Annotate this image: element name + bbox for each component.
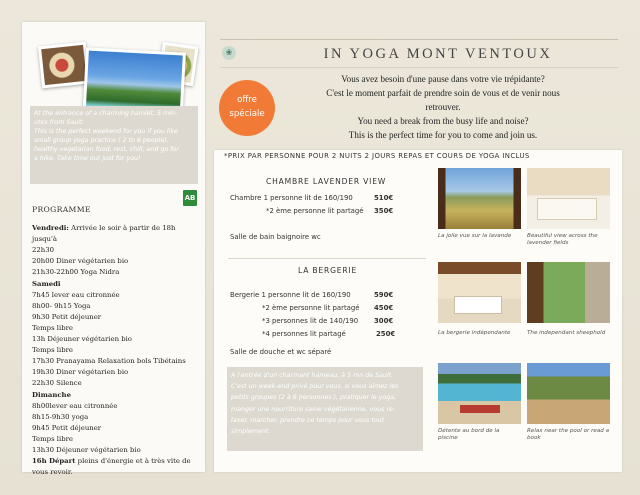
note-line: C'est un week-end privé pour vous, si vous aimez les (231, 383, 399, 391)
price-row-label: *2 ème personne lit partagé (266, 207, 364, 215)
photo-caption: La jolie vue sur la lavande (438, 233, 512, 239)
price-value: 450€ (374, 304, 394, 312)
lavender-room-title: CHAMBRE LAVENDER VIEW (266, 177, 387, 186)
intro-line: C'est le moment parfait de prendre soin de vous et de venir nous (326, 88, 560, 98)
photo-caption: piscine (438, 435, 458, 441)
intro-line: Vous avez besoin d'une pause dans votre vie trépidante? (341, 74, 545, 84)
photo-pool (438, 363, 521, 424)
intro-line: utes from Sault. (34, 119, 85, 127)
note-line: simplement. (231, 428, 271, 436)
bathroom-info: Salle de douche et wc séparé (230, 348, 332, 356)
intro-line: retrouver. (425, 102, 461, 112)
note-line: A l'entrée d'un charmant hameau, à 5 mn de Sault. (231, 372, 394, 379)
intro-line: This is the perfect weekend for you if you like (34, 128, 178, 136)
photo-food-plate (38, 42, 90, 89)
programme-line: 8h00- 9h15 Yoga (32, 301, 91, 310)
intro-english (30, 106, 198, 184)
programme-line: vous revoir. (32, 468, 73, 477)
programme-line (32, 279, 202, 290)
photo-bergerie-bedroom (438, 262, 521, 323)
intro-line: small group yoga practice ( 2 to 6 people), (34, 137, 169, 145)
pricing-panel (214, 150, 622, 472)
intro-line: healthy vegetarian food, rest, chill, and go for (34, 146, 179, 154)
programme-line: 13h Déjeuner végétarien bio (32, 335, 132, 344)
note-line: laxer, marcher, prendre ce temps pour vous tout (231, 416, 385, 424)
photo-caption: Détente au bord de la (438, 428, 500, 434)
intro-line: At the entrance of a charming hamlet, 5 min- (34, 110, 178, 117)
programme-line: 22h30 (32, 246, 54, 255)
programme-line: 8h00lever eau citronnée (32, 401, 118, 410)
photo-lavender-view (438, 168, 521, 229)
programme-list (32, 223, 202, 478)
programme-line: Vendredi: Arrivée le soir à partir de 18h jusqu'à (32, 224, 176, 244)
right-column (214, 22, 622, 472)
programme-line (32, 390, 202, 401)
programme-line: 13h30 Déjeuner végétarien bio (32, 445, 141, 454)
price-row-label: *2 ème personne lit partagé (262, 304, 360, 312)
programme-line: 17h30 Pranayama Relaxation bols Tibétains (32, 357, 186, 366)
offer-label: spéciale (229, 109, 265, 119)
left-column (22, 22, 205, 477)
programme-line: 9h30 Petit déjeuner (32, 312, 102, 321)
programme-section (32, 204, 202, 478)
programme-line: Temps libre (32, 323, 73, 332)
photo-caption: book (527, 435, 541, 441)
bergerie-title: LA BERGERIE (298, 266, 358, 275)
programme-line: 22h30 Silence (32, 379, 82, 388)
programme-line: 16h Départ pleins d'énergie et à très vite de (32, 457, 191, 466)
price-row-label: Bergerie 1 personne lit de 160/190 (230, 291, 351, 299)
programme-line: 9h45 Petit déjeuner (32, 423, 102, 432)
price-value: 300€ (374, 317, 394, 325)
photo-caption: The independant sheephold (527, 330, 606, 336)
price-row-label: *3 personnes lit de 140/190 (262, 317, 359, 325)
programme-day: Samedi (32, 279, 61, 288)
programme-day: 16h Départ (32, 457, 76, 466)
programme-day: Dimanche (32, 390, 71, 399)
note-french (227, 367, 423, 451)
price-value: 510€ (374, 194, 394, 202)
programme-line: 21h30-22h00 Yoga Nidra (32, 268, 120, 277)
programme-line: Temps libre (32, 434, 73, 443)
price-row-label: Chambre 1 personne lit de 160/190 (230, 194, 353, 202)
intro-french (290, 72, 596, 142)
programme-line: 19h30 Diner végétarien bio (32, 368, 129, 377)
price-value: 350€ (374, 207, 394, 215)
pricing-title: *PRIX PAR PERSONNE POUR 2 NUITS 2 JOURS REPAS ET COURS DE YOGA INCLUS (224, 152, 530, 160)
photo-sheephold (527, 262, 610, 323)
programme-line: 20h00 Diner végétarien bio (32, 257, 129, 266)
photo-lavender-bedroom (527, 168, 610, 229)
photo-caption: lavender fields (527, 240, 569, 246)
photo-caption: Beautiful view across the (527, 233, 598, 239)
offer-label: offre (237, 95, 257, 105)
note-line: manger une nourriture saine végétarienne, vous re- (231, 405, 396, 413)
organic-ab-logo: AB (183, 190, 197, 206)
programme-day: Vendredi: (32, 224, 69, 233)
price-row-label: *4 personnes lit partagé (262, 330, 346, 338)
page-title: IN YOGA MONT VENTOUX (323, 46, 553, 62)
intro-line: This is the perfect time for you to come and join us. (348, 130, 538, 140)
price-value: 590€ (374, 291, 394, 299)
photo-caption: La bergerie indépendante (438, 330, 511, 336)
photo-caption: Relax near the pool or read a (527, 428, 610, 434)
programme-title: PROGRAMME (32, 205, 91, 214)
bathroom-info: Salle de bain baignoire wc (230, 233, 321, 241)
intro-line: a hike. Take time out just for you! (34, 155, 141, 163)
divider (220, 67, 618, 68)
price-value: 250€ (376, 330, 396, 338)
note-line: petits groupes (2 à 6 personnes ), pratiquer le yoga, (231, 394, 397, 402)
programme-line: 8h15-9h30 yoga (32, 412, 89, 421)
divider (228, 258, 426, 259)
intro-line: You need a break from the busy life and noise? (357, 116, 529, 126)
divider (220, 39, 618, 40)
programme-line: 7h45 lever eau citronnée (32, 290, 120, 299)
lotus-logo-icon: ❀ (222, 46, 236, 60)
programme-line: Temps libre (32, 346, 73, 355)
special-offer-badge (219, 80, 275, 136)
photo-pool-garden (527, 363, 610, 424)
